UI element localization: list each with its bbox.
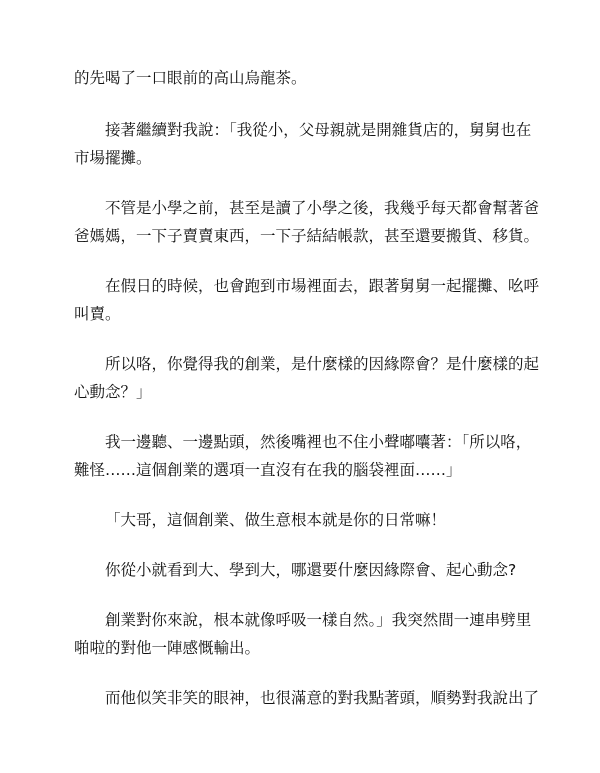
text-line: 不管是小學之前，甚至是讀了小學之後，我幾乎每天都會幫著爸 [105,199,540,217]
text-line: 創業對你來說，根本就像呼吸一樣自然。」我突然間一連串劈里 [105,611,532,629]
text-line: 接著繼續對我說：「我從小，父母親就是開雜貨店的，舅舅也在 [105,121,532,139]
text-line: 叫賣。 [74,305,121,323]
text-line: 而他似笑非笑的眼神，也很滿意的對我點著頭，順勢對我說出了 [105,689,540,707]
text-line: 市場擺攤。 [74,149,152,167]
text-line: 在假日的時候，也會跑到市場裡面去，跟著舅舅一起擺攤、吆呼 [105,277,540,295]
text-line: 的先喝了一口眼前的高山烏龍茶。 [74,69,307,87]
text-line: 爸媽媽，一下子賣賣東西，一下子結結帳款，甚至還要搬貨、移貨。 [74,227,540,245]
text-line: 你從小就看到大、學到大，哪還要什麼因緣際會、起心動念? [105,561,517,579]
text-line: 心動念？」 [74,383,152,401]
text-line: 我一邊聽、一邊點頭，然後嘴裡也不住小聲嘟囔著：「所以咯， [105,433,532,451]
text-line: 難怪……這個創業的選項一直沒有在我的腦袋裡面……」 [74,461,462,479]
text-line: 「大哥，這個創業、做生意根本就是你的日常嘛！ [105,511,447,529]
text-line: 所以咯，你覺得我的創業，是什麼樣的因緣際會？是什麼樣的起 [105,355,540,373]
text-line: 啪啦的對他一陣感慨輸出。 [74,639,261,657]
